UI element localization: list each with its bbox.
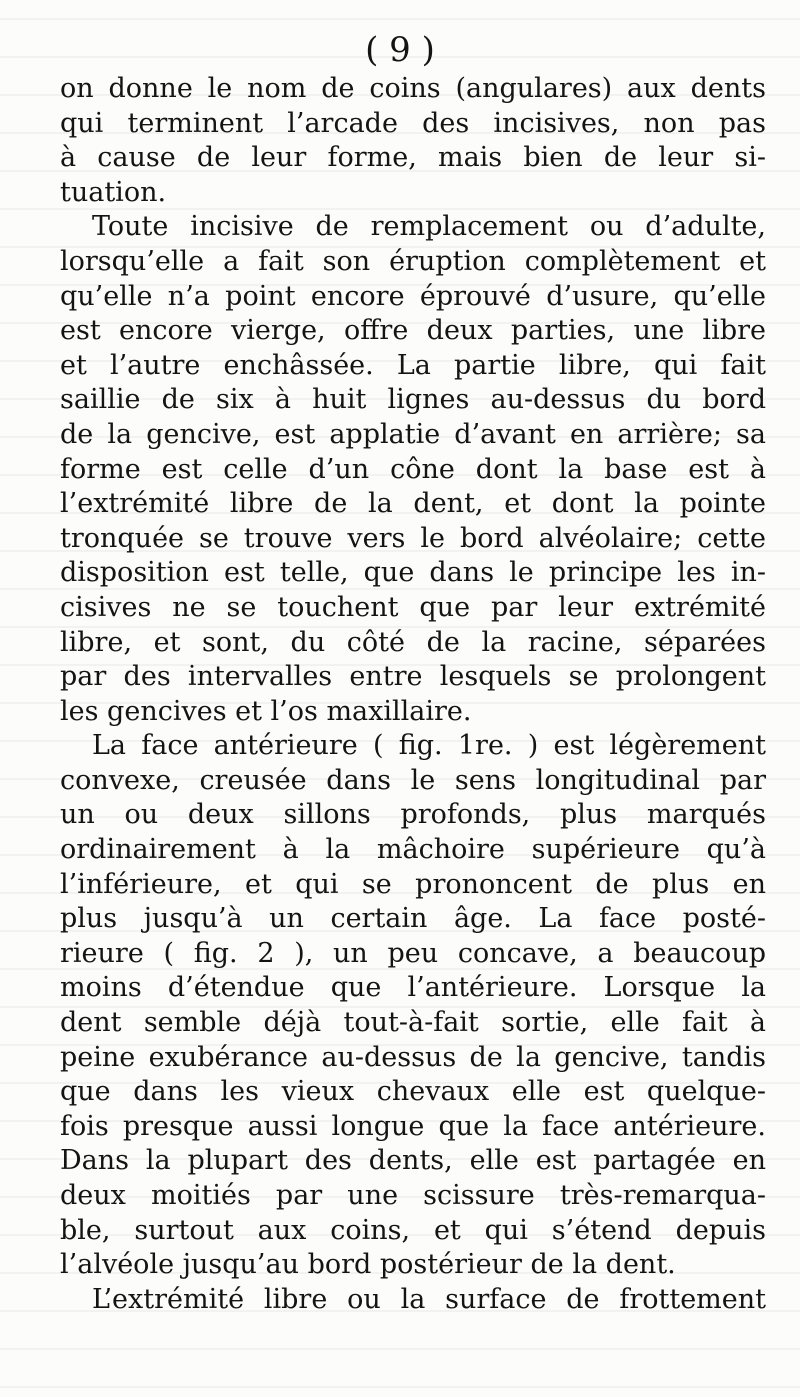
text-line: libre, et sont, du côté de la racine, séparées: [60, 626, 766, 658]
text-line: disposition est telle, que dans le principe les in-: [60, 557, 766, 589]
text-line: lorsqu’elle a fait son éruption complètement et: [60, 245, 766, 277]
text-line: deux moitiés par une scissure très-remarqua-: [60, 1180, 766, 1211]
text-line: fois presque aussi longue que la face antérieure.: [60, 1110, 766, 1142]
text-line: ble, surtout aux coins, et qui s’étend depuis: [60, 1214, 766, 1246]
paragraph-first-line: La face antérieure ( fig. 1re. ) est légèrement: [92, 730, 766, 762]
text-line: qui terminent l’arcade des incisives, non pas: [60, 107, 766, 139]
text-line: tronquée se trouve vers le bord alvéolaire; cette: [60, 522, 766, 554]
paragraph-first-line: Toute incisive de remplacement ou d’adulte,: [92, 211, 766, 243]
text-line: dent semble déjà tout-à-fait sortie, elle fait à: [60, 1007, 766, 1039]
text-line: les gencives et l’os maxillaire.: [60, 695, 472, 727]
text-line: saillie de six à huit lignes au-dessus du bord: [60, 384, 766, 416]
text-line: forme est celle d’un cône dont la base est à: [60, 453, 766, 485]
page-number: ( 9 ): [365, 30, 435, 70]
text-line: peine exubérance au-dessus de la gencive, tandis: [60, 1041, 766, 1073]
text-line: l’extrémité libre de la dent, et dont la pointe: [60, 488, 766, 520]
text-line: plus jusqu’à un certain âge. La face posté-: [60, 903, 766, 935]
text-line: que dans les vieux chevaux elle est quelque-: [60, 1076, 766, 1108]
text-line: par des intervalles entre lesquels se prolongent: [60, 661, 766, 693]
text-line: un ou deux sillons profonds, plus marqués: [60, 799, 766, 831]
text-line: est encore vierge, offre deux parties, une libre: [60, 315, 766, 347]
text-line: convexe, creusée dans le sens longitudinal par: [60, 764, 766, 796]
text-line: on donne le nom de coins (angulares) aux dents: [60, 73, 766, 104]
text-line: tuation.: [60, 176, 167, 208]
text-line: et l’autre enchâssée. La partie libre, qui fait: [60, 349, 766, 381]
text-line: l’inférieure, et qui se prononcent de plus en: [60, 868, 766, 900]
text-line: ordinairement à la mâchoire supérieure qu’à: [60, 834, 766, 866]
text-line: qu’elle n’a point encore éprouvé d’usure, qu’elle: [60, 280, 766, 312]
paragraph-first-line: L’extrémité libre ou la surface de frottement: [92, 1283, 766, 1315]
body-text: [60, 72, 766, 1317]
text-line: cisives ne se touchent que par leur extrémité: [60, 591, 766, 623]
text-line: à cause de leur forme, mais bien de leur si-: [60, 142, 766, 174]
text-line: l’alvéole jusqu’au bord postérieur de la dent.: [60, 1249, 676, 1281]
text-line: moins d’étendue que l’antérieure. Lorsque la: [60, 972, 766, 1004]
text-line: de la gencive, est applatie d’avant en arrière; sa: [60, 418, 766, 450]
text-line: Dans la plupart des dents, elle est partagée en: [60, 1145, 766, 1177]
text-line: rieure ( fig. 2 ), un peu concave, a beaucoup: [60, 937, 766, 969]
